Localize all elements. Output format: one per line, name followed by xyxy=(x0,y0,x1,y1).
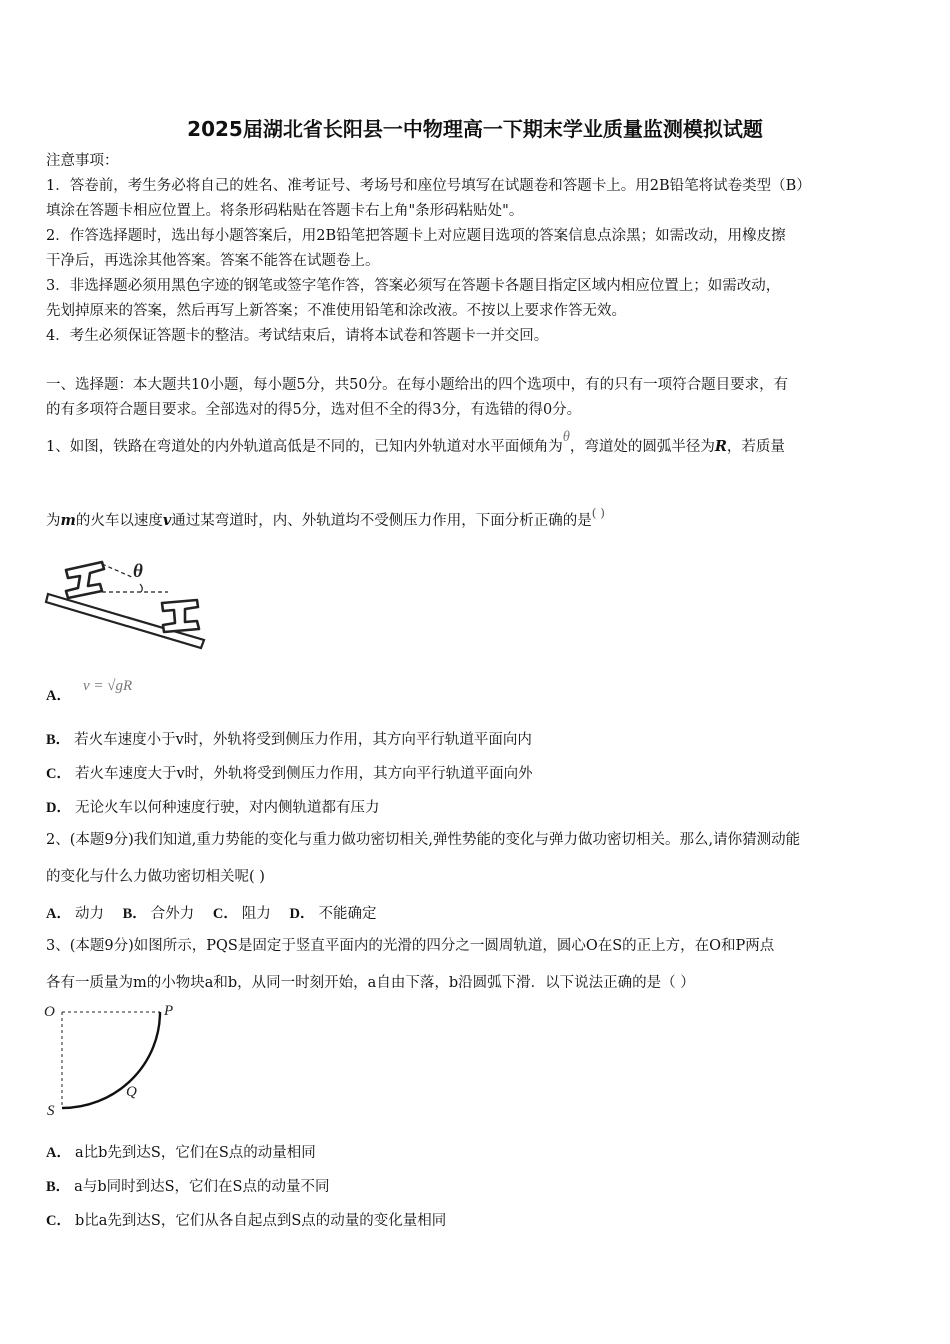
q1-theta: θ xyxy=(562,429,570,445)
q1-stem-line1 xyxy=(46,429,906,457)
option-label: A． xyxy=(46,688,71,704)
notice-line: 2．作答选择题时，选出每小题答案后，用2B铅笔把答题卡上对应题目选项的答案信息点涂黑；如需改动，用橡皮擦 xyxy=(46,228,786,244)
quarter-arc-track xyxy=(62,1012,160,1108)
q1-answer-paren: ( ) xyxy=(591,506,605,520)
notice-line: 干净后，再选涂其他答案。答案不能答在试题卷上。 xyxy=(46,253,380,269)
option-label: B． xyxy=(46,732,71,748)
notice-heading: 注意事项： xyxy=(46,153,119,169)
label-P: P xyxy=(164,1003,174,1019)
q3-stem-line2: 各有一质量为m的小物块a和b，从同一时刻开始，a自由下落，b沿圆弧下滑．以下说法正确的是（ ） xyxy=(46,975,695,991)
q1-option-c[interactable] xyxy=(46,762,533,783)
q2-option-d[interactable] xyxy=(289,906,376,922)
q3-option-a[interactable] xyxy=(46,1141,316,1162)
option-label: A． xyxy=(46,1145,71,1161)
option-label: C． xyxy=(46,1213,71,1229)
q2-option-b[interactable] xyxy=(123,906,195,922)
section-intro: 的有多项符合题目要求。全部选对的得5分，选对但不全的得3分，有选错的得0分。 xyxy=(46,402,582,418)
option-label: C． xyxy=(46,766,71,782)
q1-text: 通过某弯道时，内、外轨道均不受侧压力作用，下面分析正确的是 xyxy=(171,513,592,529)
q1-text: 1、如图，铁路在弯道处的内外轨道高低是不同的，已知内外轨道对水平面倾角为 xyxy=(46,439,563,455)
notice-line: 填涂在答题卡相应位置上。将条形码粘贴在答题卡右上角"条形码粘贴处"。 xyxy=(46,203,524,219)
q3-stem-line1: 3、(本题9分)如图所示，PQS是固定于竖直平面内的光滑的四分之一圆周轨道，圆心O在S的正上方，在O和P两点 xyxy=(46,938,775,954)
section-intro: 一、选择题：本大题共10小题，每小题5分，共50分。在每小题给出的四个选项中，有的只有一项符合题目要求，有 xyxy=(46,377,789,393)
q1-option-b[interactable] xyxy=(46,728,532,749)
option-text: 无论火车以何种速度行驶，对内侧轨道都有压力 xyxy=(74,800,380,816)
notice-line: 4．考生必须保证答题卡的整洁。考试结束后，请将本试卷和答题卡一并交回。 xyxy=(46,328,549,344)
option-label: C． xyxy=(212,906,238,922)
option-text: b比a先到达S，它们从各自起点到S点的动量的变化量相同 xyxy=(74,1213,447,1229)
q1-v: v xyxy=(162,512,172,529)
option-formula: v = √gR xyxy=(82,678,133,694)
option-label: B． xyxy=(46,1179,71,1195)
q1-rail-figure xyxy=(44,552,209,656)
notice-line: 1．答卷前，考生务必将自己的姓名、准考证号、考场号和座位号填写在试题卷和答题卡上。用2B铅笔将试卷类型（B） xyxy=(46,178,811,194)
q1-option-d[interactable] xyxy=(46,796,379,817)
q1-text: 的火车以速度 xyxy=(75,513,163,529)
label-O: O xyxy=(44,1004,55,1020)
option-label: B． xyxy=(122,906,147,922)
q2-option-a[interactable] xyxy=(46,906,104,922)
q3-option-b[interactable] xyxy=(46,1175,329,1196)
outer-rail xyxy=(66,562,104,598)
option-label: D． xyxy=(46,800,71,816)
option-label: D． xyxy=(289,906,315,922)
q2-option-c[interactable] xyxy=(213,906,271,922)
label-S: S xyxy=(47,1103,55,1119)
q1-option-a[interactable] xyxy=(46,678,133,704)
q1-text: ，弯道处的圆弧半径为 xyxy=(569,439,715,455)
q1-text: ，若质量 xyxy=(726,439,785,455)
notice-line: 3．非选择题必须用黑色字迹的钢笔或签字笔作答，答案必须写在答题卡各题目指定区域内相应位置上；如需改动， xyxy=(46,278,781,294)
option-text: 若火车速度小于v时，外轨将受到侧压力作用，其方向平行轨道平面向内 xyxy=(74,732,532,748)
q1-text: 为 xyxy=(46,513,61,529)
q3-option-c[interactable] xyxy=(46,1209,446,1230)
label-Q: Q xyxy=(126,1084,137,1100)
q1-m: m xyxy=(60,512,76,529)
q1-R: R xyxy=(714,438,727,455)
option-text: a比b先到达S，它们在S点的动量相同 xyxy=(74,1145,316,1161)
slope-dash-line xyxy=(102,564,134,578)
option-text: 合外力 xyxy=(150,906,195,922)
option-text: 动力 xyxy=(74,906,104,922)
figure-theta-label: θ xyxy=(133,561,143,582)
option-text: 不能确定 xyxy=(318,906,377,922)
notice-line: 先划掉原来的答案，然后再写上新答案；不准使用铅笔和涂改液。不按以上要求作答无效。 xyxy=(46,303,626,319)
option-label: A． xyxy=(46,906,71,922)
angle-arc xyxy=(140,584,142,592)
q3-quarter-circle-figure xyxy=(40,998,190,1122)
option-text: 若火车速度大于v时，外轨将受到侧压力作用，其方向平行轨道平面向外 xyxy=(74,766,533,782)
q2-options-row xyxy=(46,902,376,923)
q2-stem-line2: 的变化与什么力做功密切相关呢( ) xyxy=(46,869,265,885)
option-text: 阻力 xyxy=(241,906,271,922)
q2-stem-line1: 2、(本题9分)我们知道,重力势能的变化与重力做功密切相关,弹性势能的变化与弹力做功密切相关。那么,请你猜测动能 xyxy=(46,832,801,848)
q1-stem-line2 xyxy=(46,506,906,531)
inner-rail xyxy=(162,600,199,632)
page-title: 2025届湖北省长阳县一中物理高一下期末学业质量监测模拟试题 xyxy=(187,117,763,141)
option-text: a与b同时到达S，它们在S点的动量不同 xyxy=(74,1179,330,1195)
